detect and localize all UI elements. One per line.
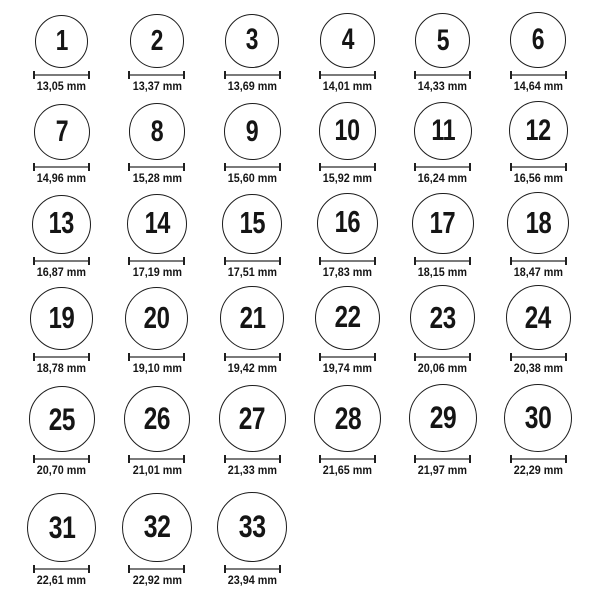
diameter-label: 13,37 mm [132,79,182,93]
ring-size-item [490,187,585,281]
ring-circle [320,13,375,68]
diameter-label: 15,92 mm [322,171,373,185]
chart-row [14,187,586,281]
ring-size-number: 23 [429,300,456,336]
ring-size-number: 32 [143,508,171,545]
chart-row [14,377,586,479]
ring-circle [314,385,381,452]
ring-circle [319,102,377,160]
ring-circle [225,14,279,68]
ring-size-item [300,187,395,281]
ring-size-item [490,377,585,479]
ring-size-number: 13 [48,207,75,241]
diameter-ruler [128,565,185,573]
ring-size-number: 12 [525,113,551,147]
ring-size-item [109,281,204,377]
ruler-line [35,356,88,358]
ring-circle [122,493,191,562]
ring-size-item [395,95,490,187]
diameter-ruler [224,257,281,265]
diameter-label: 14,01 mm [322,79,373,93]
ring-size-item [109,5,204,95]
chart-row [14,479,586,589]
ring-size-number: 17 [430,206,456,241]
ring-circle [29,386,95,452]
ring-size-item [205,187,300,281]
ruler-line [321,260,374,262]
ring-circle [220,286,284,350]
ruler-line [512,166,565,168]
ring-size-number: 25 [48,401,75,437]
ring-circle [124,386,190,452]
ring-circle [510,12,566,68]
ring-size-item [490,95,585,187]
ruler-line [512,74,565,76]
ruler-line [512,356,565,358]
diameter-label: 14,96 mm [37,171,87,185]
diameter-ruler [128,163,185,171]
diameter-ruler [224,565,281,573]
ring-circle [34,104,90,160]
diameter-ruler [510,353,567,361]
diameter-label: 20,38 mm [513,361,563,375]
diameter-ruler [224,71,281,79]
ring-size-number: 19 [48,301,75,336]
diameter-ruler [224,353,281,361]
ring-size-number: 5 [436,23,450,57]
diameter-ruler [33,565,90,573]
diameter-label: 22,29 mm [513,463,563,477]
diameter-label: 18,15 mm [418,265,468,279]
ruler-line [226,166,279,168]
ruler-line [130,74,183,76]
diameter-ruler [33,455,90,463]
ruler-line [35,568,88,570]
ring-size-item [490,281,585,377]
ring-circle [410,285,475,350]
diameter-label: 14,64 mm [513,79,563,93]
diameter-label: 20,70 mm [37,463,87,477]
diameter-ruler [414,71,471,79]
ring-size-number: 33 [238,508,266,545]
diameter-ruler [510,163,567,171]
ring-size-item [395,187,490,281]
ring-circle [217,492,287,562]
ruler-line [226,260,279,262]
diameter-ruler [414,455,471,463]
ring-size-number: 6 [531,23,545,57]
diameter-ruler [128,353,185,361]
ring-size-number: 21 [239,299,266,335]
ring-size-item [109,479,204,589]
ruler-line [130,260,183,262]
diameter-ruler [224,455,281,463]
ring-size-number: 31 [48,508,75,545]
ring-circle [32,195,91,254]
diameter-ruler [33,353,90,361]
diameter-ruler [319,353,376,361]
ruler-line [416,74,469,76]
ring-size-number: 7 [55,115,68,149]
ring-size-item [205,5,300,95]
ring-size-item [109,95,204,187]
ring-circle [509,101,568,160]
diameter-ruler [319,257,376,265]
diameter-label: 23,94 mm [227,573,277,587]
ring-size-number: 24 [525,299,552,335]
diameter-ruler [414,257,471,265]
diameter-label: 19,74 mm [322,361,373,375]
diameter-ruler [128,455,185,463]
chart-row [14,95,586,187]
ruler-line [130,166,183,168]
ring-circle [125,287,188,350]
diameter-label: 21,65 mm [322,463,373,477]
ring-size-item [14,5,109,95]
ring-size-number: 30 [524,398,552,435]
ring-circle [219,385,286,452]
diameter-label: 21,97 mm [418,463,468,477]
diameter-label: 21,33 mm [227,463,277,477]
ring-size-number: 18 [525,205,551,240]
ring-circle [409,384,477,452]
diameter-ruler [510,71,567,79]
ring-circle [129,103,186,160]
ring-circle [222,194,282,254]
diameter-label: 19,10 mm [132,361,182,375]
ruler-line [226,458,279,460]
ruler-line [512,260,565,262]
ring-size-number: 3 [246,24,259,57]
ring-size-chart [14,0,586,589]
ring-circle [130,14,184,68]
ruler-line [35,260,88,262]
diameter-label: 22,61 mm [37,573,87,587]
diameter-label: 18,47 mm [513,265,563,279]
ring-size-number: 1 [55,25,68,57]
ring-size-item [14,377,109,479]
diameter-label: 17,83 mm [322,265,373,279]
ring-size-item [205,479,300,589]
ring-size-number: 16 [334,206,361,240]
ring-circle [412,193,474,255]
diameter-label: 21,01 mm [132,463,182,477]
ring-circle [35,15,88,68]
ring-size-number: 29 [429,399,457,436]
diameter-ruler [33,257,90,265]
diameter-ruler [414,353,471,361]
ruler-line [130,458,183,460]
ring-size-number: 14 [144,206,170,240]
ruler-line [416,356,469,358]
ruler-line [512,458,565,460]
diameter-label: 19,42 mm [227,361,277,375]
diameter-ruler [319,71,376,79]
diameter-label: 16,56 mm [513,171,563,185]
ring-size-item [109,187,204,281]
diameter-ruler [319,455,376,463]
ruler-line [321,166,374,168]
ring-circle [224,103,281,160]
ring-size-item [300,95,395,187]
ring-circle [414,102,472,160]
ring-size-item [14,187,109,281]
ring-size-item [205,377,300,479]
ring-circle [127,194,187,254]
ring-size-item [205,281,300,377]
ring-size-number: 22 [334,299,361,335]
ring-size-number: 11 [430,113,455,147]
ruler-line [321,458,374,460]
ring-size-item [205,95,300,187]
ring-size-number: 10 [334,114,361,148]
diameter-label: 16,87 mm [37,265,87,279]
diameter-ruler [128,71,185,79]
diameter-label: 22,92 mm [132,573,182,587]
diameter-label: 18,78 mm [37,361,87,375]
ring-size-item [395,281,490,377]
ring-size-item [14,281,109,377]
ring-size-item [490,5,585,95]
diameter-label: 15,60 mm [227,171,277,185]
ruler-line [130,568,183,570]
ring-circle [507,192,569,254]
diameter-label: 17,19 mm [132,265,182,279]
diameter-label: 20,06 mm [418,361,468,375]
diameter-ruler [414,163,471,171]
ring-size-number: 9 [245,114,259,148]
ruler-line [35,166,88,168]
ring-size-item [14,95,109,187]
ruler-line [35,458,88,460]
ruler-line [35,74,88,76]
diameter-ruler [33,71,90,79]
diameter-label: 14,33 mm [418,79,468,93]
ring-size-number: 4 [341,24,354,57]
ring-size-number: 27 [239,400,266,436]
ring-size-item [395,5,490,95]
ring-size-number: 26 [143,401,171,437]
ring-circle [27,493,96,562]
ruler-line [321,74,374,76]
ruler-line [416,260,469,262]
diameter-label: 17,51 mm [227,265,277,279]
ring-size-number: 20 [144,300,170,336]
ring-size-number: 15 [239,206,265,240]
ruler-line [416,458,469,460]
ring-circle [30,287,93,350]
ruler-line [226,568,279,570]
diameter-label: 15,28 mm [132,171,182,185]
diameter-ruler [224,163,281,171]
ruler-line [416,166,469,168]
chart-row [14,281,586,377]
ring-circle [315,286,379,350]
ring-size-number: 8 [150,114,164,148]
ruler-line [226,74,279,76]
diameter-ruler [128,257,185,265]
ring-size-item [300,377,395,479]
diameter-ruler [319,163,376,171]
ring-size-item [395,377,490,479]
ring-size-number: 2 [150,24,164,57]
ring-size-item [300,281,395,377]
ring-size-number: 28 [334,400,361,436]
diameter-ruler [33,163,90,171]
diameter-label: 13,69 mm [227,79,277,93]
chart-row [14,5,586,95]
ring-circle [506,285,571,350]
ruler-line [226,356,279,358]
ring-size-item [14,479,109,589]
diameter-label: 16,24 mm [418,171,468,185]
diameter-label: 13,05 mm [37,79,87,93]
ring-circle [415,13,470,68]
ring-size-item [109,377,204,479]
ring-circle [504,384,572,452]
diameter-ruler [510,455,567,463]
ruler-line [130,356,183,358]
ring-circle [317,193,378,254]
ring-size-item [300,5,395,95]
diameter-ruler [510,257,567,265]
ruler-line [321,356,374,358]
